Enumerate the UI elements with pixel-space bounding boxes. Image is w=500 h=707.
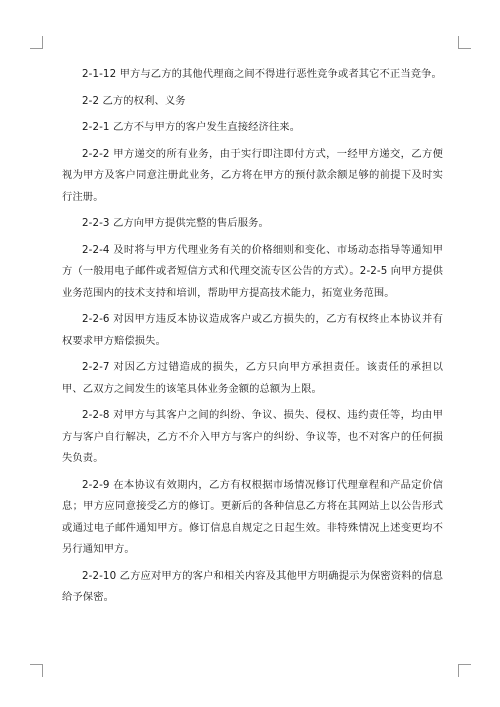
crop-mark-top-left xyxy=(30,36,43,49)
clause-2-2-4: 2-2-4 及时将与甲方代理业务有关的价格细则和变化、市场动态指导等通知甲方（一般用电子邮件或者短信方式和代理交流专区公告的方式）。2-2-5 向甲方提供业务范围内的技术支持和培训，帮助甲方提高技术能力，拓宽业务范围。 xyxy=(62,243,443,299)
clause-2-2-2: 2-2-2 甲方递交的所有业务，由于实行即注即付方式，一经甲方递交，乙方便视为甲方及客户同意注册此业务，乙方将在甲方的预付款余额足够的前提下及时实行注册。 xyxy=(62,147,443,203)
document-body xyxy=(62,64,443,614)
crop-mark-bottom-left xyxy=(30,664,43,677)
clause-2-2-1: 2-2-1 乙方不与甲方的客户发生直接经济往来。 xyxy=(82,121,301,133)
clause-2-1-12: 2-1-12 甲方与乙方的其他代理商之间不得进行恶性竞争或者其它不正当竞争。 xyxy=(82,68,442,80)
section-heading-2-2: 2-2 乙方的权利、义务 xyxy=(82,94,186,107)
crop-mark-bottom-right xyxy=(458,664,471,677)
clause-2-2-7: 2-2-7 对因乙方过错造成的损失，乙方只向甲方承担责任。该责任的承担以甲、乙双方之间发生的该笔具体业务金额的总额为上限。 xyxy=(62,361,443,395)
crop-mark-top-right xyxy=(458,36,471,49)
clause-2-2-9: 2-2-9 在本协议有效期内，乙方有权根据市场情况修订代理章程和产品定价信息；甲方应同意接受乙方的修订。更新后的各种信息乙方将在其网站上以公告形式或通过电子邮件通知甲方。修订信息自规定之日起生效。非特殊情况上述变更均不另行通知甲方。 xyxy=(62,478,443,555)
clause-2-2-8: 2-2-8 对甲方与其客户之间的纠纷、争议、损失、侵权、违约责任等，均由甲方与客户自行解决，乙方不介入甲方与客户的纠纷、争议等，也不对客户的任何损失负责。 xyxy=(62,409,443,464)
clause-2-2-3: 2-2-3 乙方向甲方提供完整的售后服务。 xyxy=(82,217,269,229)
clause-2-2-6: 2-2-6 对因甲方违反本协议造成客户或乙方损失的，乙方有权终止本协议并有权要求甲方赔偿损失。 xyxy=(62,313,443,347)
clause-2-2-10: 2-2-10 乙方应对甲方的客户和相关内容及其他甲方明确提示为保密资料的信息给予保密。 xyxy=(62,569,443,603)
